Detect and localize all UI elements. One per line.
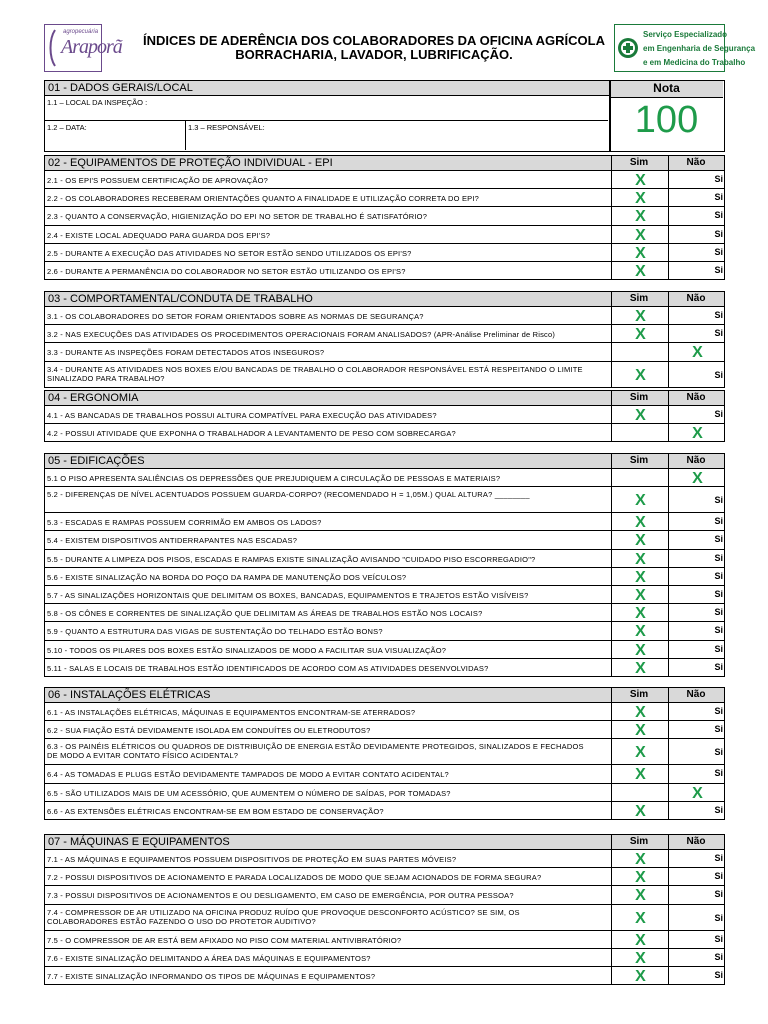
answer-sim-cell[interactable]: [611, 550, 669, 567]
clipped-text: Si: [714, 174, 723, 184]
answer-sim-cell[interactable]: [611, 604, 669, 621]
check-mark: X: [692, 470, 703, 487]
clipped-text: Si: [714, 768, 723, 779]
answer-nao-cell[interactable]: [668, 886, 725, 903]
question-text: 5.10 - TODOS OS PILARES DOS BOXES ESTÃO SINALIZADOS DE MODO A FACILITAR SUA VISUALIZAÇÃO?: [47, 645, 447, 655]
clipped-text: Si: [714, 871, 723, 882]
column-header-sim: Sim: [629, 392, 649, 403]
section-title: 06 - INSTALAÇÕES ELÉTRICAS: [48, 689, 211, 701]
answer-sim-cell[interactable]: [611, 586, 669, 603]
question-text: 5.1 O PISO APRESENTA SALIÊNCIAS OS DEPRESSÕES QUE PREJUDIQUEM A CIRCULAÇÃO DE PESSOAS E MATERIAIS?: [47, 474, 501, 483]
question-text: 2.3 - QUANTO A CONSERVAÇÃO, HIGIENIZAÇÃO DO EPI NO SETOR DE TRABALHO É SATISFATÓRIO?: [47, 212, 428, 222]
column-divider: [668, 835, 669, 849]
question-text: 2.5 - DURANTE A EXECUÇÃO DAS ATIVIDADES NO SETOR ESTÃO SENDO UTILIZADOS OS EPI'S?: [47, 248, 412, 258]
checklist-row: [44, 967, 725, 985]
answer-nao-cell[interactable]: [668, 189, 725, 206]
check-mark: X: [635, 587, 646, 605]
question-text: 2.6 - DURANTE A PERMANÊNCIA DO COLABORADOR NO SETOR ESTÃO UTILIZANDO OS EPI'S?: [47, 267, 406, 276]
answer-nao-cell[interactable]: [668, 931, 725, 948]
logo-right-line-3: e em Medicina do Trabalho: [643, 58, 746, 67]
document-header: [44, 24, 756, 76]
local-label: 1.1 – LOCAL DA INSPEÇÃO :: [47, 98, 148, 107]
question-text: 3.4 - DURANTE AS ATIVIDADES NOS BOXES E/OU BANCADAS DE TRABALHO O COLABORADOR RESPONSÁVEL ESTÁ RESPEITANDO O LIMITE SINALIZADO PARA TRABALHO?: [47, 364, 583, 383]
checklist-row: [44, 802, 725, 820]
answer-sim-cell[interactable]: [611, 513, 669, 530]
checklist-row: [44, 931, 725, 949]
checklist-row: [44, 739, 725, 765]
question-text: 5.6 - EXISTE SINALIZAÇÃO NA BORDA DO POÇO DA RAMPA DE MANUTENÇÃO DOS VEÍCULOS?: [47, 572, 407, 582]
answer-sim-cell[interactable]: [611, 568, 669, 585]
check-mark: X: [635, 407, 646, 425]
answer-nao-cell[interactable]: [668, 226, 725, 243]
checklist-row: [44, 244, 725, 262]
question-text: 7.2 - POSSUI DISPOSITIVOS DE ACIONAMENTO E PARADA LOCALIZADOS DE MODO QUE SEJAM ACIONADOS DE FORMA SEGURA?: [47, 873, 542, 883]
check-mark: X: [635, 532, 646, 550]
divider: [185, 120, 186, 150]
section-header: [44, 291, 725, 307]
answer-sim-cell[interactable]: [611, 886, 669, 903]
checklist-row: [44, 568, 725, 586]
answer-nao-cell[interactable]: [668, 949, 725, 966]
column-divider: [668, 292, 669, 306]
answer-nao-cell[interactable]: [668, 586, 725, 603]
checklist-row: [44, 868, 725, 886]
clipped-text: Si: [714, 246, 723, 257]
answer-sim-cell[interactable]: [611, 905, 669, 930]
answer-sim-cell[interactable]: [611, 406, 669, 423]
answer-sim-cell[interactable]: [611, 469, 669, 486]
sesmt-logo: [614, 24, 756, 72]
check-mark: X: [635, 968, 646, 986]
clipped-text: Si: [714, 328, 723, 339]
answer-nao-cell[interactable]: [668, 622, 725, 639]
clipped-text: Si: [714, 912, 723, 923]
answer-sim-cell[interactable]: [611, 362, 669, 387]
checklist-row: [44, 905, 725, 931]
question-text: 5.7 - AS SINALIZAÇÕES HORIZONTAIS QUE DELIMITAM OS BOXES, BANCADAS, EQUIPAMENTOS E TRAJETOS ESTÃO VISÍVEIS?: [47, 591, 529, 600]
question-text: 3.1 - OS COLABORADORES DO SETOR FORAM ORIENTADOS SOBRE AS NORMAS DE SEGURANÇA?: [47, 312, 424, 321]
answer-sim-cell[interactable]: [611, 641, 669, 658]
logo-swoosh-icon: [47, 29, 57, 67]
column-divider: [611, 156, 612, 170]
answer-sim-cell[interactable]: [611, 487, 669, 512]
answer-sim-cell[interactable]: [611, 949, 669, 966]
clipped-text: Si: [714, 643, 723, 654]
check-mark: X: [635, 869, 646, 887]
checklist-row: [44, 406, 725, 424]
answer-nao-cell[interactable]: [668, 325, 725, 342]
check-mark: X: [635, 568, 646, 586]
title-line-2: BORRACHARIA, LAVADOR, LUBRIFICAÇÃO.: [235, 47, 513, 62]
check-mark: X: [635, 659, 646, 677]
column-divider: [668, 391, 669, 405]
column-header-nao: Não: [686, 836, 706, 847]
answer-nao-cell[interactable]: [668, 424, 725, 441]
question-text: 7.3 - POSSUI DISPOSITIVOS DE ACIONAMENTOS E OU DESLIGAMENTO, EM CASO DE EMERGÊNCIA, POR OUTRA PESSOA?: [47, 891, 514, 901]
question-text: 3.2 - NAS EXECUÇÕES DAS ATIVIDADES OS PROCEDIMENTOS OPERACIONAIS FORAM ANALISADOS? (APR-Análise Preliminar de Risco): [47, 330, 556, 340]
clipped-text: Si: [714, 951, 723, 962]
logo-right-line-1: Serviço Especializado: [643, 30, 728, 39]
check-mark: X: [635, 851, 646, 869]
answer-sim-cell[interactable]: [611, 931, 669, 948]
check-mark: X: [635, 308, 646, 326]
answer-sim-cell[interactable]: [611, 765, 669, 782]
answer-nao-cell[interactable]: [668, 343, 725, 360]
divider: [45, 120, 608, 121]
check-mark: X: [635, 704, 646, 722]
clipped-text: Si: [714, 310, 723, 320]
checklist-row: [44, 487, 725, 513]
section-title: 01 - DADOS GERAIS/LOCAL: [48, 82, 193, 94]
clipped-text: Si: [714, 228, 723, 239]
column-header-sim: Sim: [629, 689, 649, 700]
answer-sim-cell[interactable]: [611, 207, 669, 224]
answer-nao-cell[interactable]: [668, 641, 725, 658]
checklist-row: [44, 550, 725, 568]
clipped-text: Si: [714, 970, 723, 980]
column-header-sim: Sim: [629, 836, 649, 847]
check-mark: X: [692, 344, 703, 361]
clipped-text: Si: [714, 552, 723, 563]
answer-sim-cell[interactable]: [611, 622, 669, 639]
answer-sim-cell[interactable]: [611, 262, 669, 279]
answer-nao-cell[interactable]: [668, 262, 725, 279]
answer-nao-cell[interactable]: [668, 659, 725, 676]
answer-nao-cell[interactable]: [668, 531, 725, 548]
section-header: [44, 155, 725, 171]
question-text: 5.4 - EXISTEM DISPOSITIVOS ANTIDERRAPANTES NAS ESCADAS?: [47, 536, 298, 546]
answer-sim-cell[interactable]: [611, 721, 669, 738]
answer-sim-cell[interactable]: [611, 784, 669, 801]
check-mark: X: [635, 208, 646, 226]
question-text: 2.4 - EXISTE LOCAL ADEQUADO PARA GUARDA DOS EPI'S?: [47, 230, 271, 240]
check-mark: X: [635, 605, 646, 623]
answer-nao-cell[interactable]: [668, 784, 725, 801]
checklist-row: [44, 531, 725, 549]
checklist-row: [44, 362, 725, 388]
answer-sim-cell[interactable]: [611, 307, 669, 324]
answer-nao-cell[interactable]: [668, 171, 725, 188]
question-text: 3.3 - DURANTE AS INSPEÇÕES FORAM DETECTADOS ATOS INSEGUROS?: [47, 348, 325, 358]
question-text: 6.2 - SUA FIAÇÃO ESTÁ DEVIDAMENTE ISOLADA EM CONDUÍTES OU ELETRODUTOS?: [47, 726, 371, 736]
check-mark: X: [635, 887, 646, 905]
checklist-row: [44, 586, 725, 604]
answer-sim-cell[interactable]: [611, 967, 669, 984]
checklist-row: [44, 207, 725, 225]
clipped-text: Si: [714, 607, 723, 618]
answer-nao-cell[interactable]: [668, 513, 725, 530]
checklist-row: [44, 469, 725, 487]
answer-sim-cell[interactable]: [611, 703, 669, 720]
answer-nao-cell[interactable]: [668, 244, 725, 261]
check-mark: X: [635, 172, 646, 190]
question-text: 6.6 - AS EXTENSÕES ELÉTRICAS ENCONTRAM-SE EM BOM ESTADO DE CONSERVAÇÃO?: [47, 806, 384, 816]
answer-nao-cell[interactable]: [668, 550, 725, 567]
question-text: 7.7 - EXISTE SINALIZAÇÃO INFORMANDO OS TIPOS DE MÁQUINAS E EQUIPAMENTOS?: [47, 972, 376, 981]
answer-sim-cell[interactable]: [611, 531, 669, 548]
section-title: 03 - COMPORTAMENTAL/CONDUTA DE TRABALHO: [48, 293, 313, 305]
check-mark: X: [635, 931, 646, 949]
general-fields: [44, 96, 610, 152]
check-mark: X: [635, 550, 646, 568]
clipped-text: Si: [714, 570, 723, 581]
question-text: 6.4 - AS TOMADAS E PLUGS ESTÃO DEVIDAMENTE TAMPADOS DE MODO A EVITAR CONTATO ACIDENTAL?: [47, 770, 449, 780]
checklist-row: [44, 703, 725, 721]
clipped-text: Si: [714, 192, 723, 203]
question-text: 7.4 - COMPRESSOR DE AR UTILIZADO NA OFICINA PRODUZ RUÍDO QUE PROVOQUE DESCONFORTO ACÚSTICO? SE SIM, OS COLABORADORES ESTÃO FAZENDO O USO DO PROTETOR AUDITIVO?: [47, 907, 520, 926]
section-title: 07 - MÁQUINAS E EQUIPAMENTOS: [48, 836, 230, 848]
answer-nao-cell[interactable]: [668, 604, 725, 621]
responsible-label: 1.3 – RESPONSÁVEL:: [188, 123, 265, 132]
score-value: 100: [634, 99, 699, 141]
check-mark: X: [635, 492, 646, 510]
sesmt-cross-icon: [617, 27, 639, 69]
section-title: 05 - EDIFICAÇÕES: [48, 455, 145, 467]
answer-nao-cell[interactable]: [668, 469, 725, 486]
answer-nao-cell[interactable]: [668, 568, 725, 585]
question-text: 5.8 - OS CÔNES E CORRENTES DE SINALIZAÇÃO QUE DELIMITAM AS ÁREAS DE TRABALHOS ESTÃO NOS LOCAIS?: [47, 609, 483, 619]
question-text: 7.6 - EXISTE SINALIZAÇÃO DELIMITANDO A ÁREA DAS MÁQUINAS E EQUIPAMENTOS?: [47, 953, 371, 963]
checklist-row: [44, 622, 725, 640]
question-text: 5.3 - ESCADAS E RAMPAS POSSUEM CORRIMÃO EM AMBOS OS LADOS?: [47, 518, 322, 528]
answer-nao-cell[interactable]: [668, 703, 725, 720]
column-header-sim: Sim: [629, 455, 649, 466]
column-divider: [668, 454, 669, 468]
title-line-1: ÍNDICES DE ADERÊNCIA DOS COLABORADORES DA OFICINA AGRÍCOLA: [143, 33, 605, 48]
answer-sim-cell[interactable]: [611, 802, 669, 819]
checklist-row: [44, 424, 725, 442]
answer-sim-cell[interactable]: [611, 850, 669, 867]
checklist-row: [44, 325, 725, 343]
answer-nao-cell[interactable]: [668, 307, 725, 324]
question-text: 7.1 - AS MÁQUINAS E EQUIPAMENTOS POSSUEM DISPOSITIVOS DE PROTEÇÃO EM SUAS PARTES MÓVEIS?: [47, 855, 457, 864]
check-mark: X: [635, 190, 646, 208]
clipped-text: Si: [714, 495, 723, 506]
column-divider: [611, 454, 612, 468]
answer-nao-cell[interactable]: [668, 967, 725, 984]
answer-sim-cell[interactable]: [611, 424, 669, 441]
check-mark: X: [635, 641, 646, 659]
answer-sim-cell[interactable]: [611, 171, 669, 188]
answer-nao-cell[interactable]: [668, 362, 725, 387]
answer-nao-cell[interactable]: [668, 905, 725, 930]
logo-left-small-text: agropecuária: [63, 29, 99, 35]
logo-right-line-2: em Engenharia de Segurança: [643, 44, 756, 53]
answer-nao-cell[interactable]: [668, 721, 725, 738]
column-divider: [611, 835, 612, 849]
answer-sim-cell[interactable]: [611, 244, 669, 261]
question-text: 2.2 - OS COLABORADORES RECEBERAM ORIENTAÇÕES QUANTO A FINALIDADE E UTILIZAÇÃO CORRETA DO EPI?: [47, 194, 480, 204]
logo-left-big-text: Araporã: [61, 36, 122, 58]
checklist-row: [44, 949, 725, 967]
answer-sim-cell[interactable]: [611, 343, 669, 360]
answer-nao-cell[interactable]: [668, 868, 725, 885]
column-header-nao: Não: [686, 293, 706, 304]
clipped-text: Si: [714, 589, 723, 599]
column-header-nao: Não: [686, 157, 706, 168]
checklist-row: [44, 513, 725, 531]
column-divider: [668, 156, 669, 170]
section-header: [44, 453, 725, 469]
column-divider: [611, 688, 612, 702]
checklist-row: [44, 343, 725, 361]
answer-sim-cell[interactable]: [611, 189, 669, 206]
check-mark: X: [692, 784, 703, 801]
checklist-row: [44, 659, 725, 677]
clipped-text: Si: [714, 265, 723, 275]
answer-nao-cell[interactable]: [668, 207, 725, 224]
answer-sim-cell[interactable]: [611, 868, 669, 885]
check-mark: X: [635, 744, 646, 762]
check-mark: X: [635, 514, 646, 532]
clipped-text: Si: [714, 724, 723, 735]
column-header-nao: Não: [686, 392, 706, 403]
answer-sim-cell[interactable]: [611, 659, 669, 676]
page-title: [114, 34, 634, 62]
checklist-row: [44, 262, 725, 280]
clipped-text: Si: [714, 534, 723, 545]
check-mark: X: [635, 766, 646, 784]
answer-sim-cell[interactable]: [611, 325, 669, 342]
checklist-row: [44, 784, 725, 802]
question-text: 5.5 - DURANTE A LIMPEZA DOS PISOS, ESCADAS E RAMPAS EXISTE SINALIZAÇÃO AVISANDO "CUIDADO PISO ESCORREGADIO"?: [47, 554, 536, 564]
question-text: 4.2 - POSSUI ATIVIDADE QUE EXPONHA O TRABALHADOR A LEVANTAMENTO DE PESO COM SOBRECARGA?: [47, 429, 456, 439]
answer-nao-cell[interactable]: [668, 406, 725, 423]
clipped-text: Si: [714, 747, 723, 758]
question-text: 5.2 - DIFERENÇAS DE NÍVEL ACENTUADOS POSSUEM GUARDA-CORPO? (RECOMENDADO H = 1,05M.) QUAL ALTURA? ________: [47, 490, 530, 500]
clipped-text: Si: [714, 889, 723, 900]
date-label: 1.2 – DATA:: [47, 123, 87, 132]
check-mark: X: [635, 263, 646, 281]
clipped-text: Si: [714, 369, 723, 380]
checklist-row: [44, 307, 725, 325]
answer-nao-cell[interactable]: [668, 739, 725, 764]
answer-nao-cell[interactable]: [668, 487, 725, 512]
checklist-row: [44, 171, 725, 189]
check-mark: X: [635, 226, 646, 244]
clipped-text: Si: [714, 853, 723, 863]
answer-nao-cell[interactable]: [668, 802, 725, 819]
check-mark: X: [692, 425, 703, 442]
checklist-row: [44, 721, 725, 739]
section-header: [44, 80, 610, 96]
answer-sim-cell[interactable]: [611, 226, 669, 243]
checklist-row: [44, 886, 725, 904]
section-general: [44, 80, 725, 152]
question-text: 2.1 - OS EPI'S POSSUEM CERTIFICAÇÃO DE APROVAÇÃO?: [47, 176, 269, 185]
check-mark: X: [635, 326, 646, 344]
check-mark: X: [635, 802, 646, 820]
checklist-row: [44, 765, 725, 783]
section-title: 04 - ERGONOMIA: [48, 392, 139, 404]
question-text: 6.3 - OS PAINÉIS ELÉTRICOS OU QUADROS DE DISTRIBUIÇÃO DE ENERGIA ESTÃO DEVIDAMENTE PROTEGIDOS, SINALIZADOS E FECHADOS DE MODO A EVITAR CONTATO FÍSICO ACIDENTAL?: [47, 742, 584, 761]
question-text: 4.1 - AS BANCADAS DE TRABALHOS POSSUI ALTURA COMPATÍVEL PARA EXECUÇÃO DAS ATIVIDADES?: [47, 411, 437, 420]
column-header-sim: Sim: [629, 293, 649, 304]
question-text: 7.5 - O COMPRESSOR DE AR ESTÁ BEM AFIXADO NO PISO COM MATERIAL ANTIVIBRATÓRIO?: [47, 935, 402, 945]
section-header: [44, 687, 725, 703]
check-mark: X: [635, 909, 646, 927]
clipped-text: Si: [714, 933, 723, 944]
question-text: 6.5 - SÃO UTILIZADOS MAIS DE UM ACESSÓRIO, QUE AUMENTEM O NÚMERO DE SAÍDAS, POR TOMADAS?: [47, 788, 451, 798]
answer-nao-cell[interactable]: [668, 850, 725, 867]
section-header: [44, 390, 725, 406]
clipped-text: Si: [714, 210, 723, 221]
clipped-text: Si: [714, 409, 723, 419]
checklist-row: [44, 604, 725, 622]
column-divider: [611, 391, 612, 405]
clipped-text: Si: [714, 706, 723, 716]
answer-sim-cell[interactable]: [611, 739, 669, 764]
question-text: 5.11 - SALAS E LOCAIS DE TRABALHOS ESTÃO IDENTIFICADOS DE ACORDO COM AS ATIVIDADES DESENVOLVIDAS?: [47, 663, 489, 673]
clipped-text: Si: [714, 625, 723, 636]
check-mark: X: [635, 623, 646, 641]
section-header: [44, 834, 725, 850]
checklist-row: [44, 641, 725, 659]
column-header-nao: Não: [686, 455, 706, 466]
checklist-row: [44, 189, 725, 207]
checklist-row: [44, 850, 725, 868]
answer-nao-cell[interactable]: [668, 765, 725, 782]
check-mark: X: [635, 244, 646, 262]
column-header-sim: Sim: [629, 157, 649, 168]
column-divider: [611, 292, 612, 306]
check-mark: X: [635, 949, 646, 967]
column-header-nao: Não: [686, 689, 706, 700]
araporã-logo: [44, 24, 122, 72]
section-title: 02 - EQUIPAMENTOS DE PROTEÇÃO INDIVIDUAL - EPI: [48, 157, 333, 169]
clipped-text: Si: [714, 661, 723, 672]
column-divider: [668, 688, 669, 702]
check-mark: X: [635, 366, 646, 384]
question-text: 6.1 - AS INSTALAÇÕES ELÉTRICAS, MÁQUINAS E EQUIPAMENTOS ENCONTRAM-SE ATERRADOS?: [47, 708, 416, 717]
checklist-row: [44, 226, 725, 244]
score-label: Nota: [653, 81, 680, 95]
question-text: 5.9 - QUANTO A ESTRUTURA DAS VIGAS DE SUSTENTAÇÃO DO TELHADO ESTÃO BONS?: [47, 627, 383, 637]
check-mark: X: [635, 722, 646, 740]
clipped-text: Si: [714, 516, 723, 527]
clipped-text: Si: [714, 804, 723, 815]
